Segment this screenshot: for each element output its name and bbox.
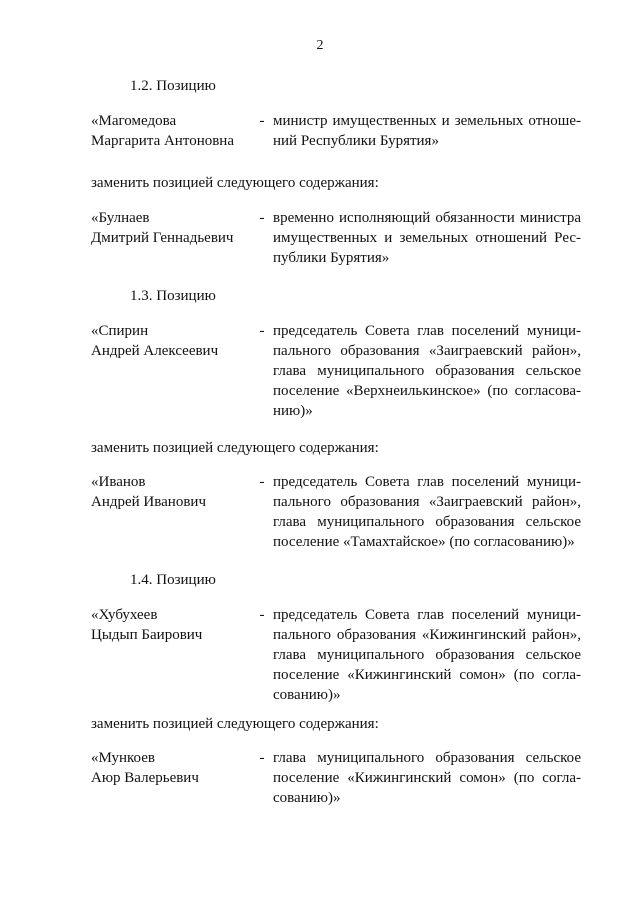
description-line: сованию)» — [273, 687, 341, 703]
dash-separator: - — [259, 210, 265, 226]
description-line: пального образования «Заиграевский район», — [273, 343, 581, 359]
position-description — [273, 111, 581, 151]
person-name — [91, 472, 256, 512]
description-line: сованию)» — [273, 790, 341, 806]
dash-separator: - — [259, 323, 265, 339]
description-line: глава муниципального образования сельское — [273, 363, 581, 379]
person-name-line: «Хубухеев — [91, 607, 158, 623]
person-name-line: «Мункоев — [91, 750, 155, 766]
position-description — [273, 472, 581, 552]
description-line: пального образования «Заиграевский район», — [273, 494, 581, 510]
person-name-line: «Спирин — [91, 323, 149, 339]
description-line: ний Республики Бурятия» — [273, 133, 439, 149]
person-name-line: Маргарита Антоновна — [91, 133, 234, 149]
person-name-line: Цыдып Баирович — [91, 627, 203, 643]
person-name-line: Андрей Алексеевич — [91, 343, 219, 359]
person-name-line: «Иванов — [91, 474, 146, 490]
person-name — [91, 605, 256, 645]
section-heading-1-2: 1.2. Позицию — [130, 78, 216, 94]
description-line: председатель Совета глав поселений муници- — [273, 607, 581, 623]
person-name-line: Аюр Валерьевич — [91, 770, 199, 786]
description-line: публики Бурятия» — [273, 250, 390, 266]
section-heading-1-3: 1.3. Позицию — [130, 288, 216, 304]
dash-separator: - — [259, 474, 265, 490]
person-name — [91, 208, 256, 248]
description-line: пального образования «Кижингинский район», — [273, 627, 581, 643]
position-description — [273, 321, 581, 421]
replace-instruction-1-2: заменить позицией следующего содержания: — [91, 175, 379, 191]
description-line: глава муниципального образования сельское — [273, 750, 581, 766]
description-line: временно исполняющий обязанности министра — [273, 210, 581, 226]
position-description — [273, 748, 581, 808]
description-line: глава муниципального образования сельское — [273, 647, 581, 663]
position-description — [273, 605, 581, 705]
person-name — [91, 111, 256, 151]
section-heading-1-4: 1.4. Позицию — [130, 572, 216, 588]
description-line: поселение «Тамахтайское» (по согласованию)» — [273, 534, 575, 550]
description-line: поселение «Кижингинский сомон» (по согла- — [273, 770, 581, 786]
description-line: поселение «Верхнеилькинское» (по согласова- — [273, 383, 581, 399]
dash-separator: - — [259, 113, 265, 129]
person-name-line: «Булнаев — [91, 210, 150, 226]
person-name — [91, 321, 256, 361]
description-line: имущественных и земельных отношений Рес- — [273, 230, 581, 246]
dash-separator: - — [259, 607, 265, 623]
description-line: глава муниципального образования сельское — [273, 514, 581, 530]
page-number: 2 — [316, 38, 324, 53]
dash-separator: - — [259, 750, 265, 766]
description-line: поселение «Кижингинский сомон» (по согла- — [273, 667, 581, 683]
description-line: министр имущественных и земельных отноше- — [273, 113, 581, 129]
description-line: председатель Совета глав поселений муници- — [273, 474, 581, 490]
position-description — [273, 208, 581, 268]
description-line: нию)» — [273, 403, 313, 419]
replace-instruction-1-4: заменить позицией следующего содержания: — [91, 716, 379, 732]
person-name-line: Андрей Иванович — [91, 494, 206, 510]
person-name-line: «Магомедова — [91, 113, 177, 129]
replace-instruction-1-3: заменить позицией следующего содержания: — [91, 440, 379, 456]
person-name-line: Дмитрий Геннадьевич — [91, 230, 234, 246]
description-line: председатель Совета глав поселений муници- — [273, 323, 581, 339]
person-name — [91, 748, 256, 788]
